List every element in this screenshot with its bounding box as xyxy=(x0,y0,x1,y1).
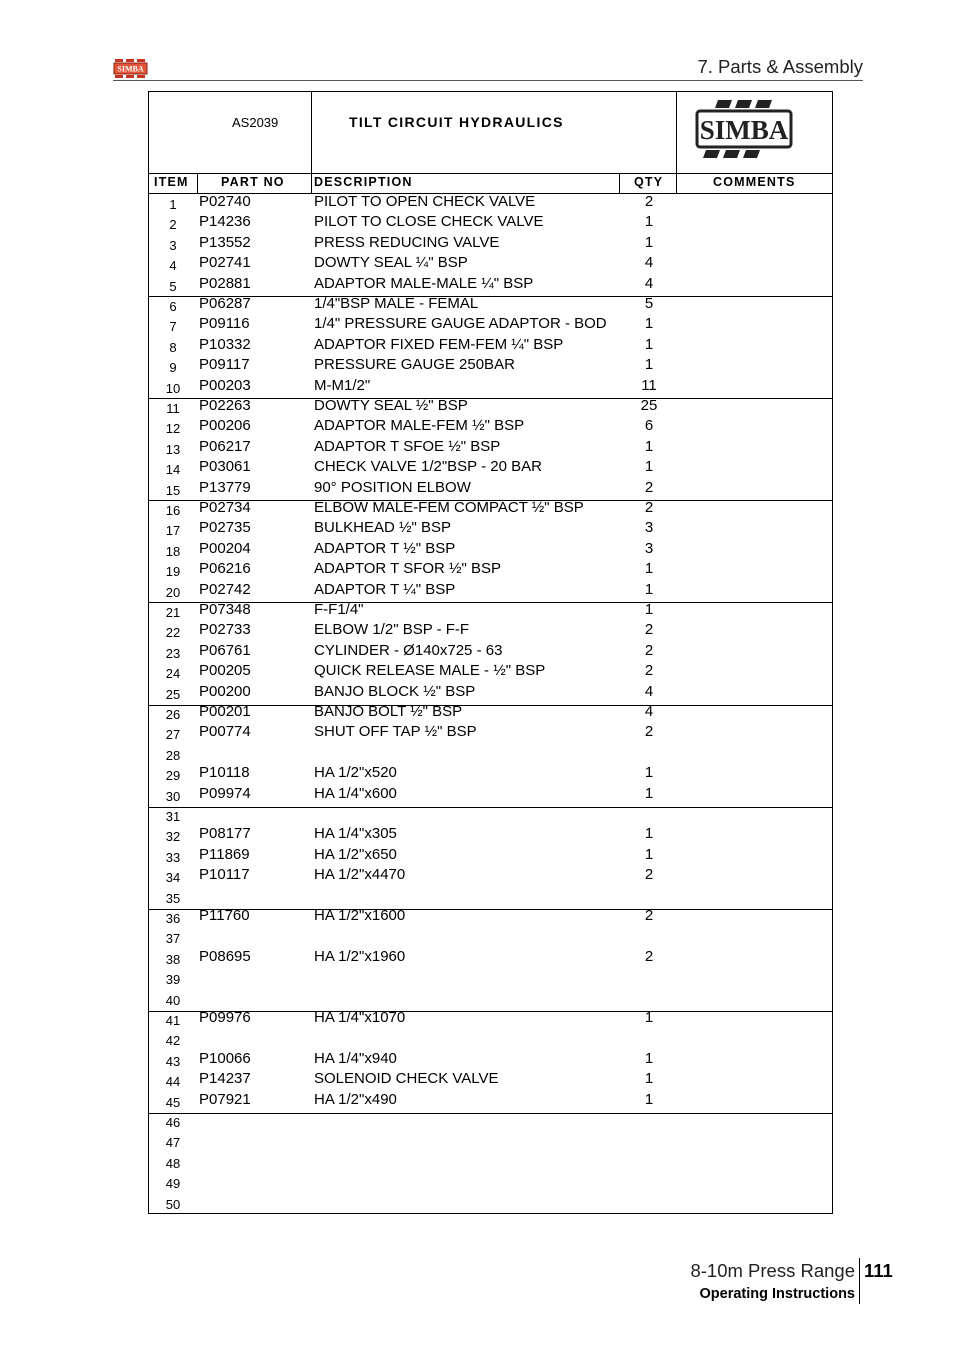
table-row xyxy=(149,540,832,560)
item-cell: 13 xyxy=(165,441,181,457)
description-cell: ADAPTOR MALE-FEM ½" BSP xyxy=(314,417,525,435)
table-row xyxy=(149,601,832,621)
table-row xyxy=(149,275,832,295)
table-row xyxy=(149,927,832,947)
qty-cell: 2 xyxy=(644,641,654,659)
table-row xyxy=(149,315,832,335)
item-cell: 17 xyxy=(165,523,181,539)
item-cell: 38 xyxy=(165,951,181,967)
part-no-cell: P10332 xyxy=(199,335,251,353)
item-cell: 5 xyxy=(169,278,177,294)
qty-cell: 1 xyxy=(644,580,654,598)
qty-cell: 1 xyxy=(644,335,654,353)
section-title: 7. Parts & Assembly xyxy=(697,56,863,77)
table-row xyxy=(149,703,832,723)
qty-cell: 25 xyxy=(640,397,658,414)
table-row xyxy=(149,336,832,356)
table-row xyxy=(149,907,832,927)
col-divider xyxy=(619,173,620,193)
part-no-cell: P06217 xyxy=(199,437,251,455)
part-no-cell: P02734 xyxy=(199,499,251,516)
item-cell: 26 xyxy=(165,707,181,722)
description-cell: BANJO BOLT ½" BSP xyxy=(314,703,463,720)
part-no-cell: P02263 xyxy=(199,397,251,414)
qty-cell: 1 xyxy=(644,1049,654,1067)
table-row xyxy=(149,621,832,641)
qty-cell: 1 xyxy=(644,845,654,863)
item-cell: 27 xyxy=(165,727,181,743)
item-cell: 39 xyxy=(165,972,181,988)
qty-cell: 4 xyxy=(644,682,654,700)
description-cell: ELBOW MALE-FEM COMPACT ½" BSP xyxy=(314,499,584,516)
item-cell: 14 xyxy=(165,462,181,478)
description-cell: QUICK RELEASE MALE - ½" BSP xyxy=(314,662,546,680)
part-no-cell: P13779 xyxy=(199,478,251,496)
qty-cell: 1 xyxy=(644,458,654,476)
col-header-qty: QTY xyxy=(634,175,664,189)
item-cell: 36 xyxy=(165,911,181,926)
table-row xyxy=(149,683,832,703)
qty-cell: 1 xyxy=(644,1070,654,1088)
table-row xyxy=(149,560,832,580)
part-no-cell: P00203 xyxy=(199,376,251,394)
description-cell: DOWTY SEAL ½" BSP xyxy=(314,397,468,414)
qty-cell: 1 xyxy=(644,437,654,455)
description-cell: HA 1/4"x940 xyxy=(314,1049,397,1067)
item-cell: 10 xyxy=(165,380,181,396)
qty-cell: 2 xyxy=(644,907,654,924)
qty-cell: 2 xyxy=(644,499,654,516)
part-no-cell: P02881 xyxy=(199,274,251,292)
table-row xyxy=(149,948,832,968)
description-cell: ADAPTOR T SFOE ½" BSP xyxy=(314,437,501,455)
description-cell: HA 1/4"x305 xyxy=(314,825,397,843)
qty-cell: 1 xyxy=(644,1090,654,1108)
table-row xyxy=(149,438,832,458)
part-no-cell: P02742 xyxy=(199,580,251,598)
part-no-cell: P00200 xyxy=(199,682,251,700)
footer-divider xyxy=(859,1258,860,1304)
qty-cell: 11 xyxy=(641,376,657,394)
item-cell: 31 xyxy=(165,809,181,824)
part-no-cell: P14237 xyxy=(199,1070,251,1088)
part-no-cell: P08177 xyxy=(199,825,251,843)
qty-cell: 2 xyxy=(644,193,654,210)
item-cell: 6 xyxy=(169,299,177,314)
table-row xyxy=(149,785,832,805)
qty-cell: 4 xyxy=(644,274,654,292)
item-cell: 16 xyxy=(165,503,181,518)
part-no-cell: P10118 xyxy=(199,764,250,782)
part-no-cell: P07348 xyxy=(199,601,251,618)
table-row xyxy=(149,295,832,315)
item-cell: 28 xyxy=(165,747,181,763)
table-row xyxy=(149,1050,832,1070)
description-cell: CYLINDER - Ø140x725 - 63 xyxy=(314,641,503,659)
table-row xyxy=(149,866,832,886)
qty-cell: 2 xyxy=(644,621,654,639)
table-row xyxy=(149,417,832,437)
item-cell: 11 xyxy=(166,401,180,416)
item-cell: 47 xyxy=(165,1135,181,1151)
table-row xyxy=(149,1111,832,1131)
qty-cell: 1 xyxy=(644,784,654,802)
description-cell: BULKHEAD ½" BSP xyxy=(314,519,452,537)
table-row xyxy=(149,1009,832,1029)
qty-cell: 2 xyxy=(644,723,654,741)
table-row xyxy=(149,968,832,988)
table-row xyxy=(149,397,832,417)
qty-cell: 2 xyxy=(644,662,654,680)
assembly-code: AS2039 xyxy=(232,115,279,130)
table-row xyxy=(149,1029,832,1049)
description-cell: HA 1/2"x520 xyxy=(314,764,397,782)
part-no-cell: P07921 xyxy=(199,1090,251,1108)
description-cell: HA 1/4"x600 xyxy=(314,784,397,802)
description-cell: HA 1/2"x4470 xyxy=(314,866,406,884)
description-cell: HA 1/4"x1070 xyxy=(314,1009,406,1026)
table-row xyxy=(149,805,832,825)
item-cell: 8 xyxy=(169,339,177,355)
page-number: 111 xyxy=(864,1260,893,1281)
description-cell: M-M1/2" xyxy=(314,376,371,394)
table-row xyxy=(149,254,832,274)
part-no-cell: P06216 xyxy=(199,560,251,578)
item-cell: 9 xyxy=(169,360,177,376)
description-cell: SHUT OFF TAP ½" BSP xyxy=(314,723,477,741)
table-row xyxy=(149,989,832,1009)
qty-cell: 3 xyxy=(644,539,654,557)
part-no-cell: P06761 xyxy=(199,641,251,659)
part-no-cell: P13552 xyxy=(199,233,251,251)
qty-cell: 1 xyxy=(644,233,654,251)
item-cell: 25 xyxy=(165,686,181,702)
table-title: TILT CIRCUIT HYDRAULICS xyxy=(349,114,564,130)
table-row xyxy=(149,1172,832,1192)
item-cell: 42 xyxy=(165,1033,181,1049)
item-cell: 33 xyxy=(165,849,181,865)
item-cell: 1 xyxy=(169,197,177,212)
logo-text: SIMBA xyxy=(117,64,144,74)
description-cell: SOLENOID CHECK VALVE xyxy=(314,1070,499,1088)
description-cell: 1/4"BSP MALE - FEMAL xyxy=(314,295,479,312)
description-cell: ELBOW 1/2" BSP - F-F xyxy=(314,621,470,639)
item-cell: 12 xyxy=(165,421,181,437)
description-cell: ADAPTOR T ¼" BSP xyxy=(314,580,456,598)
item-cell: 18 xyxy=(165,543,181,559)
table-row xyxy=(149,723,832,743)
table-row xyxy=(149,377,832,397)
part-no-cell: P11760 xyxy=(199,907,250,924)
description-cell: DOWTY SEAL ¼" BSP xyxy=(314,254,468,272)
description-cell: CHECK VALVE 1/2"BSP - 20 BAR xyxy=(314,458,542,476)
table-row xyxy=(149,887,832,907)
description-cell: ADAPTOR MALE-MALE ¼" BSP xyxy=(314,274,534,292)
item-cell: 21 xyxy=(165,605,181,620)
description-cell: HA 1/2"x490 xyxy=(314,1090,397,1108)
part-no-cell: P00204 xyxy=(199,539,251,557)
qty-cell: 1 xyxy=(644,356,654,374)
qty-cell: 6 xyxy=(644,417,654,435)
table-row xyxy=(149,499,832,519)
description-cell: BANJO BLOCK ½" BSP xyxy=(314,682,476,700)
item-cell: 3 xyxy=(169,237,177,253)
header-divider xyxy=(113,80,863,81)
description-cell: ADAPTOR T ½" BSP xyxy=(314,539,456,557)
description-cell: ADAPTOR FIXED FEM-FEM ¼" BSP xyxy=(314,335,564,353)
footer-subtitle: Operating Instructions xyxy=(699,1286,855,1302)
description-cell: PRESSURE GAUGE 250BAR xyxy=(314,356,515,374)
item-cell: 40 xyxy=(165,992,181,1008)
simba-logo xyxy=(694,98,794,162)
qty-cell: 2 xyxy=(644,947,654,965)
table-row xyxy=(149,825,832,845)
table-row xyxy=(149,234,832,254)
col-header-part: PART NO xyxy=(221,175,285,189)
part-no-cell: P02740 xyxy=(199,193,251,210)
part-no-cell: P00206 xyxy=(199,417,251,435)
qty-cell: 4 xyxy=(644,703,654,720)
part-no-cell: P11869 xyxy=(199,845,250,863)
part-no-cell: P00774 xyxy=(199,723,251,741)
part-no-cell: P02733 xyxy=(199,621,251,639)
part-no-cell: P09117 xyxy=(199,356,250,374)
table-row xyxy=(149,1152,832,1172)
table-row xyxy=(149,642,832,662)
description-cell: HA 1/2"x1960 xyxy=(314,947,406,965)
col-divider xyxy=(197,173,198,193)
part-no-cell: P02741 xyxy=(199,254,251,272)
part-no-cell: P02735 xyxy=(199,519,251,537)
part-no-cell: P00201 xyxy=(199,703,251,720)
item-cell: 43 xyxy=(165,1053,181,1069)
qty-cell: 1 xyxy=(644,825,654,843)
item-cell: 7 xyxy=(169,319,177,335)
part-no-cell: P06287 xyxy=(199,295,251,312)
qty-cell: 4 xyxy=(644,254,654,272)
item-cell: 41 xyxy=(165,1013,181,1028)
col-header-comments: COMMENTS xyxy=(713,175,796,189)
part-no-cell: P10117 xyxy=(199,866,250,884)
item-cell: 4 xyxy=(169,258,177,274)
qty-cell: 1 xyxy=(644,213,654,231)
table-row xyxy=(149,1131,832,1151)
table-row xyxy=(149,458,832,478)
qty-cell: 2 xyxy=(644,866,654,884)
logo-text: SIMBA xyxy=(699,115,789,145)
table-row xyxy=(149,581,832,601)
item-cell: 30 xyxy=(165,788,181,804)
description-cell: PILOT TO CLOSE CHECK VALVE xyxy=(314,213,544,231)
part-no-cell: P08695 xyxy=(199,947,251,965)
description-cell: 1/4" PRESSURE GAUGE ADAPTOR - BOD xyxy=(314,315,607,333)
item-cell: 23 xyxy=(165,645,181,661)
item-cell: 45 xyxy=(165,1094,181,1110)
part-no-cell: P09116 xyxy=(199,315,250,333)
qty-cell: 1 xyxy=(644,1009,654,1026)
description-cell: HA 1/2"x1600 xyxy=(314,907,406,924)
table-row xyxy=(149,193,832,213)
item-cell: 2 xyxy=(169,217,177,233)
table-row xyxy=(149,1091,832,1111)
table-row xyxy=(149,213,832,233)
part-no-cell: P14236 xyxy=(199,213,251,231)
part-no-cell: P10066 xyxy=(199,1049,251,1067)
item-cell: 50 xyxy=(165,1196,181,1212)
item-cell: 37 xyxy=(165,931,181,947)
table-row xyxy=(149,1070,832,1090)
item-cell: 15 xyxy=(165,482,181,498)
item-cell: 46 xyxy=(165,1115,181,1130)
item-cell: 22 xyxy=(165,625,181,641)
qty-cell: 1 xyxy=(644,315,654,333)
description-cell: PILOT TO OPEN CHECK VALVE xyxy=(314,193,536,210)
description-cell: 90° POSITION ELBOW xyxy=(314,478,471,496)
item-cell: 24 xyxy=(165,666,181,682)
qty-cell: 1 xyxy=(644,601,654,618)
item-cell: 49 xyxy=(165,1176,181,1192)
description-cell: F-F1/4" xyxy=(314,601,364,618)
col-divider xyxy=(311,92,312,193)
part-no-cell: P09974 xyxy=(199,784,251,802)
col-header-item: ITEM xyxy=(154,175,189,189)
description-cell: HA 1/2"x650 xyxy=(314,845,397,863)
description-cell: ADAPTOR T SFOR ½" BSP xyxy=(314,560,502,578)
simba-logo-small xyxy=(113,58,148,79)
table-row xyxy=(149,764,832,784)
col-header-description: DESCRIPTION xyxy=(314,175,413,189)
qty-cell: 2 xyxy=(644,478,654,496)
table-row xyxy=(149,846,832,866)
item-cell: 19 xyxy=(165,564,181,580)
item-cell: 34 xyxy=(165,870,181,886)
qty-cell: 1 xyxy=(644,764,654,782)
table-row xyxy=(149,519,832,539)
table-row xyxy=(149,356,832,376)
col-divider xyxy=(676,92,677,193)
table-row xyxy=(149,479,832,499)
item-cell: 32 xyxy=(165,829,181,845)
parts-table xyxy=(148,91,833,1214)
table-row xyxy=(149,1193,832,1213)
qty-cell: 5 xyxy=(644,295,654,312)
item-cell: 35 xyxy=(165,890,181,906)
item-cell: 20 xyxy=(165,584,181,600)
qty-cell: 1 xyxy=(644,560,654,578)
item-cell: 48 xyxy=(165,1155,181,1171)
header-line xyxy=(149,173,832,174)
part-no-cell: P03061 xyxy=(199,458,251,476)
qty-cell: 3 xyxy=(644,519,654,537)
part-no-cell: P09976 xyxy=(199,1009,251,1026)
part-no-cell: P00205 xyxy=(199,662,251,680)
description-cell: PRESS REDUCING VALVE xyxy=(314,233,500,251)
table-row xyxy=(149,662,832,682)
item-cell: 29 xyxy=(165,768,181,784)
table-row xyxy=(149,744,832,764)
item-cell: 44 xyxy=(165,1074,181,1090)
footer-range: 8-10m Press Range xyxy=(690,1260,855,1281)
